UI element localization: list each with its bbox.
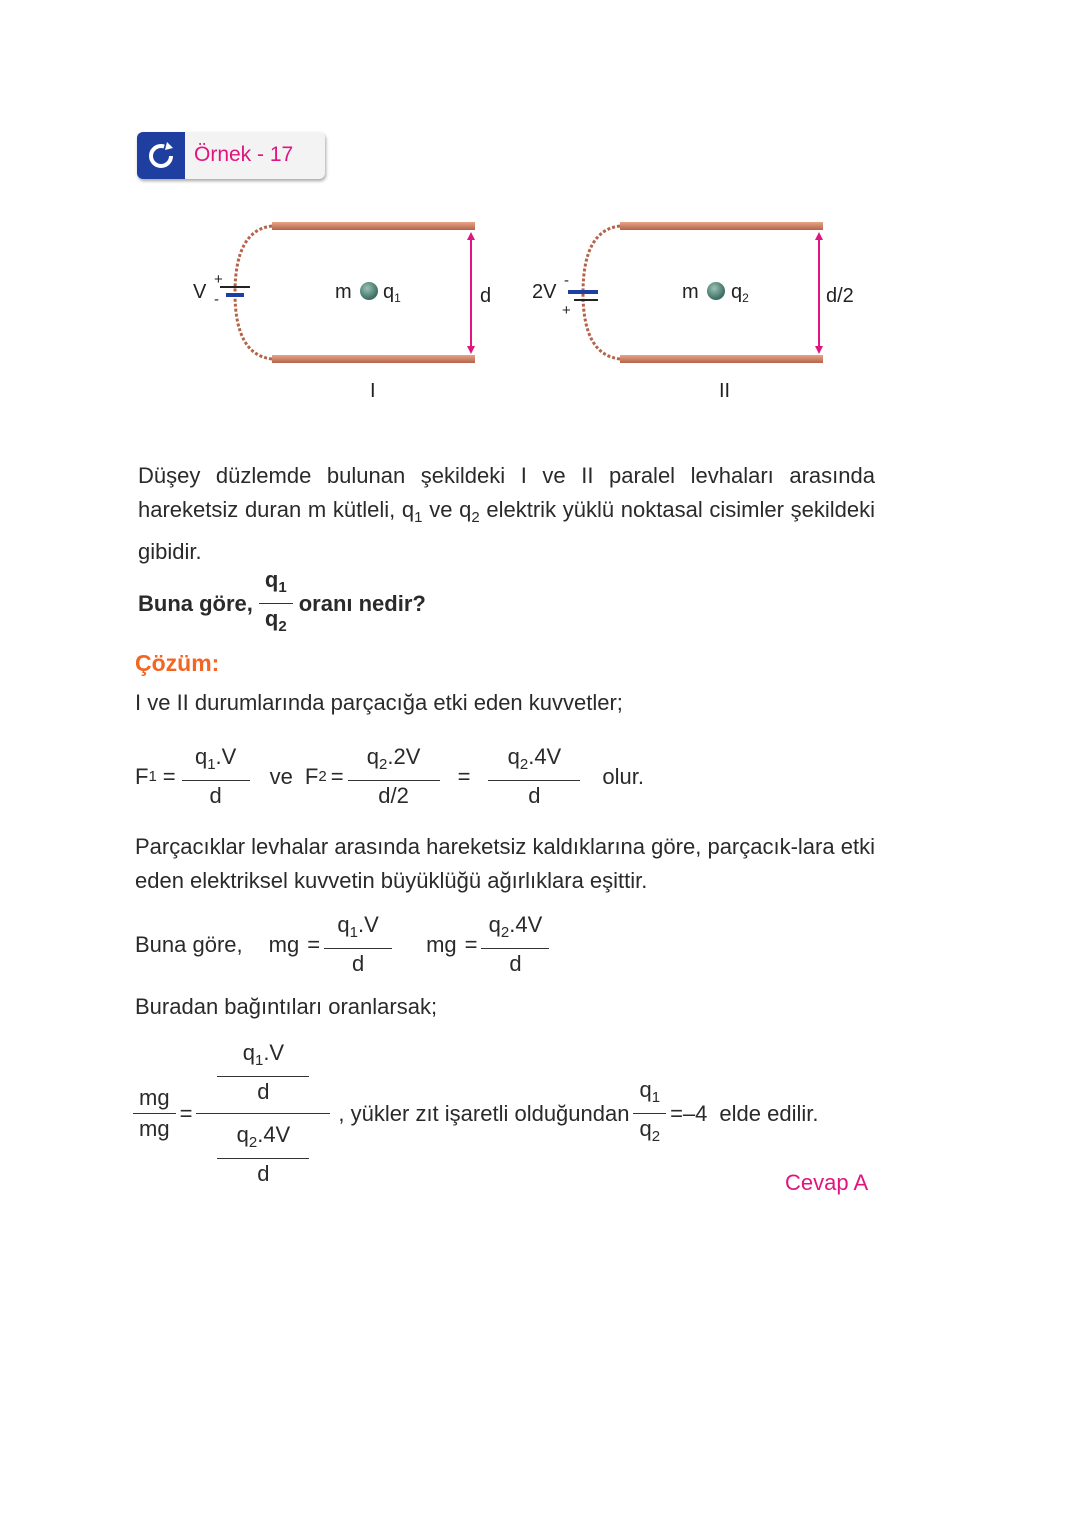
solution-line-3: Buradan bağıntıları oranlarsak;	[135, 994, 438, 1019]
solution-paragraph-2: Parçacıklar levhalar arasında hareketsiz kaldıklarına göre, parçacık-lara etki eden elektriksel kuvvetin büyüklüğü ağırlıklara eşittir.	[135, 834, 875, 893]
ratio-equation: $\frac{mg}{mg}$ = $\frac{\frac{q_1.V}{d}}{\frac{q_2.4V}{d}}$ , yükler zıt işaretli olduğundan $\frac{q_1}{q_2}$ =–4 elde edilir.	[133, 1038, 818, 1189]
example-badge	[137, 132, 325, 179]
roman-label-2: II	[719, 380, 731, 402]
circuit-1	[193, 222, 491, 402]
roman-label-1: I	[370, 380, 376, 402]
mass-label-2: m	[682, 281, 699, 303]
plate-bottom-1	[272, 355, 475, 363]
weight-equations: Buna göre, mg = $\frac{q_1.V}{d}$ mg = $\frac{q_2.4V}{d}$	[135, 910, 549, 979]
example-label: Örnek - 17	[194, 143, 294, 166]
charge-label-1: $q_1$	[383, 281, 401, 305]
voltage-label-1: V	[193, 281, 207, 303]
answer-label: Cevap A	[785, 1170, 869, 1195]
charge-ball-1	[360, 282, 378, 300]
compound-fraction: $\frac{\frac{q_1.V}{d}}{\frac{q_2.4V}{d}}$	[196, 1038, 330, 1189]
plate-bottom-2	[620, 355, 823, 363]
f2-fraction: $\frac{q_2.2V}{d/2}$	[348, 742, 440, 811]
question-tail: oranı nedir?	[298, 590, 426, 616]
force-equations: F 1 = $\frac{q_1.V}{d}$ ve F 2 = $\frac{q_2.2V}{d/2}$ = $\frac{q_2.4V}{d}$ olur.	[135, 742, 644, 811]
wire-1	[235, 226, 272, 359]
question-lead: Buna göre,	[138, 590, 253, 616]
plus-sign-1: +	[214, 271, 223, 288]
solution-line-1: I ve II durumlarında parçacığa etki eden kuvvetler;	[135, 690, 623, 715]
solution-heading: Çözüm:	[135, 650, 220, 676]
mg-fraction-1: $\frac{q_1.V}{d}$	[324, 910, 392, 979]
question-fraction: $\frac{q_1}{q_2}$	[259, 565, 293, 642]
voltage-label-2: 2V	[532, 281, 557, 303]
charge-label-2: $q_2$	[731, 281, 749, 305]
plate-top-1	[272, 222, 475, 230]
mass-label-1: m	[335, 281, 352, 303]
distance-label-2: d/2	[826, 285, 854, 307]
f1-fraction: $\frac{q_1.V}{d}$	[182, 742, 250, 811]
result-fraction: $\frac{q_1}{q_2}$	[633, 1075, 666, 1152]
f2-simplified-fraction: $\frac{q_2.4V}{d}$	[488, 742, 580, 811]
distance-label-1: d	[480, 285, 492, 307]
plus-sign-2: +	[562, 302, 571, 319]
circuit-2	[532, 222, 854, 402]
question	[138, 565, 426, 642]
parallel-plates-figure	[180, 205, 880, 405]
plate-top-2	[620, 222, 823, 230]
mg-fraction-2: $\frac{q_2.4V}{d}$	[481, 910, 549, 979]
mg-ratio: $\frac{mg}{mg}$	[133, 1083, 176, 1144]
refresh-icon	[137, 132, 185, 179]
problem-text: Düşey düzlemde bulunan şekildeki I ve II paralel levhaları arasında hareketsiz duran m kütleli, $q_1$ ve $q_2$ elektrik yüklü noktasal cisimler şekildeki gibidir.	[138, 463, 876, 564]
charge-ball-2	[707, 282, 725, 300]
minus-sign-2: -	[564, 272, 569, 289]
minus-sign-1: -	[214, 291, 219, 308]
